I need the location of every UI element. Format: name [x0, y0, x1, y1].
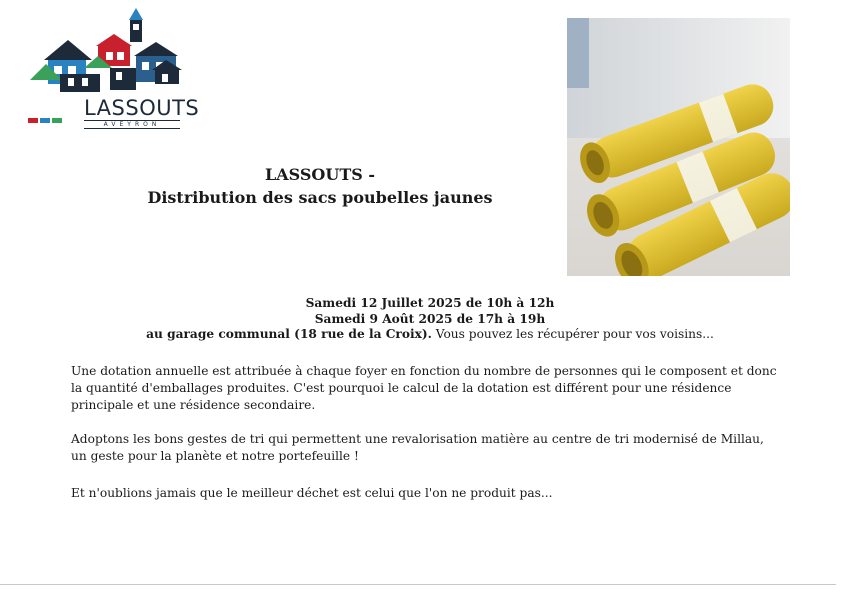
logo-subtitle: AVEYRON: [84, 120, 180, 129]
page-title: [120, 163, 520, 209]
paragraph-dechet: Et n'oublions jamais que le meilleur déchet est celui que l'on ne produit pas...: [71, 486, 553, 500]
distribution-schedule: [110, 296, 750, 343]
yellow-bags-photo: [567, 18, 790, 276]
logo-wordmark: LASSOUTS: [84, 96, 200, 120]
bottom-divider: [0, 584, 836, 585]
title-line-1: LASSOUTS -: [265, 165, 375, 184]
title-line-2: Distribution des sacs poubelles jaunes: [147, 188, 493, 207]
lassouts-logo: [24, 8, 200, 133]
paragraph-dotation: Une dotation annuelle est attribuée à chaque foyer en fonction du nombre de personnes qui le composent et donc la quantité d'emballages produites. C'est pourquoi le calcul de la dotation est différent pour une résidence principale et une résidence secondaire.: [71, 364, 777, 412]
date-2: Samedi 9 Août 2025 de 17h à 19h: [314, 311, 546, 326]
location-bold: au garage communal (18 rue de la Croix).: [146, 327, 432, 341]
date-1: Samedi 12 Juillet 2025 de 10h à 12h: [305, 296, 555, 310]
location-rest: Vous pouvez les récupérer pour vos voisins...: [431, 327, 714, 341]
location-line: [110, 327, 750, 343]
paragraph-tri: Adoptons les bons gestes de tri qui permettent une revalorisation matière au centre de tri modernisé de Millau, un geste pour la planète et notre portefeuille !: [71, 432, 764, 463]
